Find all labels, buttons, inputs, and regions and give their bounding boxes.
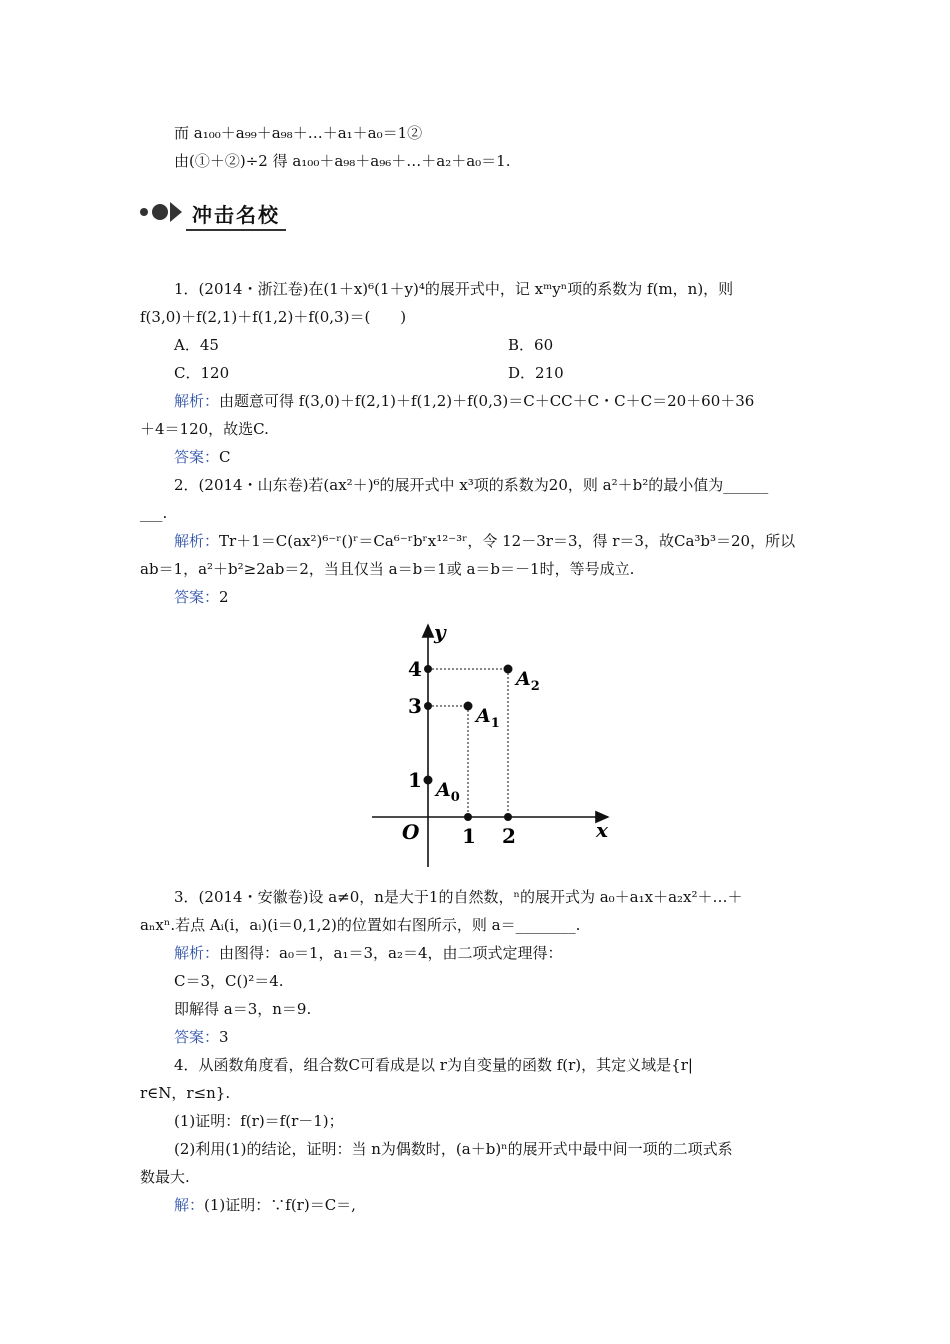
q1-option-c: C．120	[174, 364, 230, 382]
x-axis-point	[504, 813, 512, 821]
answer-label: 答案：	[174, 588, 220, 606]
solution-label: 解析：	[174, 392, 220, 410]
point-label: $A_1$	[476, 705, 500, 731]
origin-label: O	[402, 820, 420, 844]
q1-line-2: f(3,0)＋f(2,1)＋f(1,2)＋f(0,3)＝( )	[140, 308, 407, 326]
q3-line-1: 3．(2014・安徽卷)设 a≠0，n是大于1的自然数，ⁿ的展开式为 a₀＋a₁x＋a₂x²＋…＋	[174, 888, 743, 906]
q3-line-2: aₙxⁿ.若点 Aᵢ(i，aᵢ)(i＝0,1,2)的位置如右图所示，则 a＝________.	[140, 916, 581, 934]
q3-solution-text: 由图得：a₀＝1，a₁＝3，a₂＝4，由二项式定理得：	[219, 944, 563, 962]
solution-label: 解析：	[174, 532, 220, 550]
coordinate-figure	[362, 615, 622, 875]
q2-solution-text: Tr＋1＝C(ax²)⁶⁻ʳ()ʳ＝Ca⁶⁻ʳbʳx¹²⁻³ʳ，令 12－3r＝3，得 r＝3，故Ca³b³＝20，所以	[219, 532, 796, 550]
answer-label: 答案：	[174, 1028, 220, 1046]
q3-solution-1	[174, 942, 563, 964]
intro-line-2: 由(①＋②)÷2 得 a₁₀₀＋a₉₈＋a₉₆＋…＋a₂＋a₀＝1.	[174, 152, 511, 170]
point-marker	[464, 702, 473, 711]
point-marker	[504, 665, 513, 674]
q1-answer	[174, 446, 231, 468]
dot-icon	[152, 204, 168, 220]
x-tick-label: 2	[502, 824, 516, 848]
q1-solution-1	[174, 390, 754, 412]
q4-line-2: r∈N，r≤n}.	[140, 1084, 231, 1102]
q2-line-1: 2．(2014・山东卷)若(ax²＋)⁶的展开式中 x³项的系数为20，则 a²＋b²的最小值为______	[174, 476, 769, 494]
q2-line-2: ___.	[140, 504, 168, 522]
q1-option-a: A．45	[174, 336, 219, 354]
q2-solution-1	[174, 530, 795, 552]
q4-solution-text: (1)证明：∵f(r)＝C＝,	[204, 1196, 356, 1214]
q2-solution-2: ab＝1，a²＋b²≥2ab＝2，当且仅当 a＝b＝1或 a＝b＝－1时，等号成立.	[140, 560, 635, 578]
dot-icon	[140, 208, 148, 216]
section-header	[140, 196, 290, 232]
q1-option-d: D．210	[508, 364, 564, 382]
q1-option-b: B．60	[508, 336, 554, 354]
q3-solution-3: 即解得 a＝3，n＝9.	[174, 1000, 312, 1018]
solution-label: 解：	[174, 1196, 205, 1214]
point-label-subscript: 0	[450, 790, 460, 805]
q3-answer-value: 3	[219, 1028, 229, 1046]
q1-solution-2: ＋4＝120，故选C.	[140, 420, 269, 438]
q1-line-1: 1．(2014・浙江卷)在(1＋x)⁶(1＋y)⁴的展开式中，记 xᵐyⁿ项的系数为 f(m，n)，则	[174, 280, 734, 298]
q1-solution-text: 由题意可得 f(3,0)＋f(2,1)＋f(1,2)＋f(0,3)＝C＋CC＋C・C＋C＝20＋60＋36	[219, 392, 755, 410]
y-axis-label: y	[434, 620, 446, 644]
answer-label: 答案：	[174, 448, 220, 466]
point-label: $A_2$	[516, 668, 540, 694]
q4-part-2a: (2)利用(1)的结论，证明：当 n为偶数时，(a＋b)ⁿ的展开式中最中间一项的二项式系	[174, 1140, 733, 1158]
q1-answer-value: C	[219, 448, 231, 466]
solution-label: 解析：	[174, 944, 220, 962]
q4-line-1: 4．从函数角度看，组合数C可看成是以 r为自变量的函数 f(r)，其定义域是{r|	[174, 1056, 693, 1074]
x-axis-label: x	[596, 818, 608, 842]
intro-line-1: 而 a₁₀₀＋a₉₉＋a₉₈＋…＋a₁＋a₀＝1②	[174, 124, 423, 142]
y-axis-point	[424, 702, 432, 710]
point-marker	[424, 776, 433, 785]
q2-answer	[174, 586, 229, 608]
y-axis-point	[424, 665, 432, 673]
q4-part-2b: 数最大.	[140, 1168, 190, 1186]
y-tick-label: 3	[408, 694, 422, 718]
y-tick-label: 4	[408, 657, 422, 681]
x-axis-point	[464, 813, 472, 821]
q4-part-1: (1)证明：f(r)＝f(r－1)；	[174, 1112, 344, 1130]
point-label-subscript: 1	[490, 716, 500, 731]
q2-answer-value: 2	[219, 588, 229, 606]
section-title: 冲击名校	[186, 198, 286, 231]
q3-answer	[174, 1026, 229, 1048]
point-label-subscript: 2	[530, 679, 540, 694]
q3-solution-2: C＝3，C()²＝4.	[174, 972, 284, 990]
x-tick-label: 1	[462, 824, 476, 848]
point-label: $A_0$	[436, 779, 460, 805]
chevron-right-icon	[170, 202, 182, 222]
y-tick-label: 1	[408, 768, 422, 792]
q4-solution-1	[174, 1194, 356, 1216]
